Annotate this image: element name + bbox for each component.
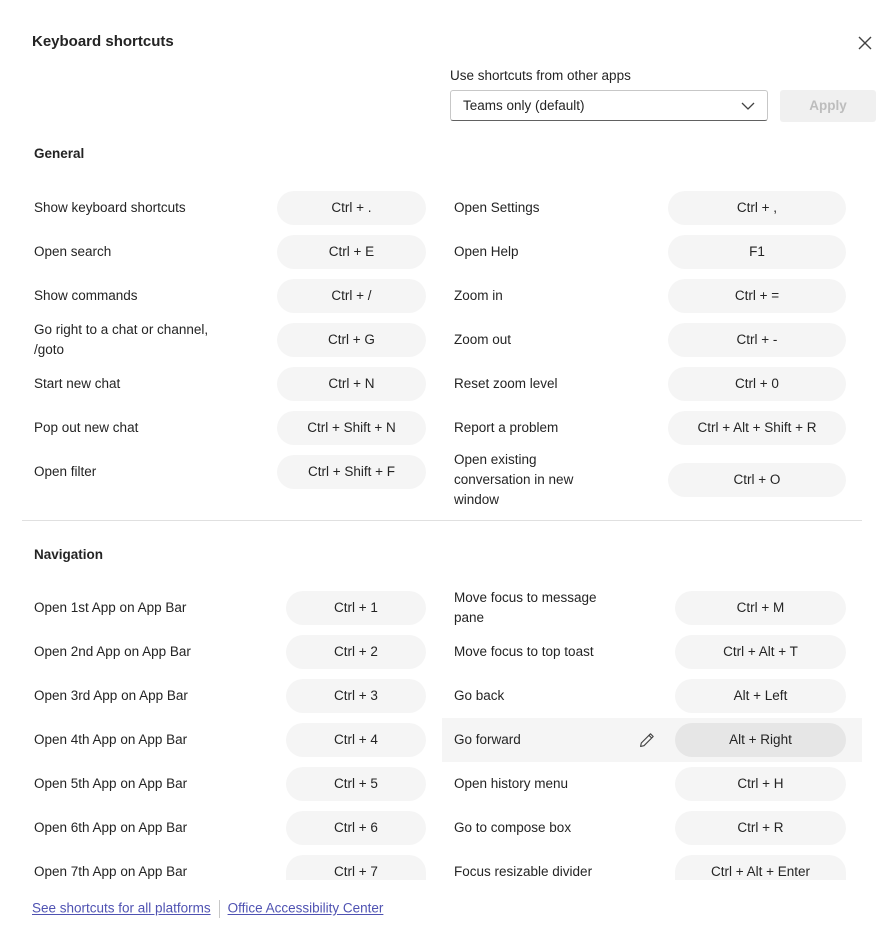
shortcut-label: Pop out new chat xyxy=(34,420,139,435)
all-platforms-link[interactable]: See shortcuts for all platforms xyxy=(32,900,211,916)
footer-separator xyxy=(219,900,220,918)
shortcut-label: Open 4th App on App Bar xyxy=(34,732,188,747)
shortcut-label: Open existing xyxy=(454,452,537,467)
shortcut-label: Open Help xyxy=(454,244,519,259)
shortcut-label: Show keyboard shortcuts xyxy=(34,200,186,215)
use-shortcuts-label: Use shortcuts from other apps xyxy=(450,68,631,83)
pencil-edit-icon[interactable] xyxy=(639,732,655,748)
shortcut-label-line3: window xyxy=(454,492,500,507)
shortcut-key[interactable]: Ctrl + . xyxy=(277,191,426,225)
shortcut-label: Go to compose box xyxy=(454,820,572,835)
chevron-down-icon xyxy=(741,100,755,112)
shortcut-label: Open 2nd App on App Bar xyxy=(34,644,191,659)
shortcut-label: Go forward xyxy=(454,732,521,747)
shortcut-key[interactable]: Ctrl + G xyxy=(277,323,426,357)
shortcut-key[interactable]: Ctrl + 0 xyxy=(668,367,846,401)
shortcut-key[interactable]: Ctrl + M xyxy=(675,591,846,625)
shortcut-label: Open 5th App on App Bar xyxy=(34,776,188,791)
shortcut-label: Focus resizable divider xyxy=(454,864,593,879)
shortcut-key[interactable]: Ctrl + Alt + Shift + R xyxy=(668,411,846,445)
shortcut-key[interactable]: Ctrl + Alt + T xyxy=(675,635,846,669)
shortcut-key[interactable]: Ctrl + E xyxy=(277,235,426,269)
shortcut-label: Go right to a chat or channel, xyxy=(34,322,209,337)
shortcut-label: Open 1st App on App Bar xyxy=(34,600,187,615)
shortcut-label: Zoom out xyxy=(454,332,512,347)
shortcut-label: Zoom in xyxy=(454,288,503,303)
shortcut-key[interactable]: Ctrl + / xyxy=(277,279,426,313)
shortcut-key[interactable]: Ctrl + 7 xyxy=(286,855,426,880)
shortcut-key[interactable]: Ctrl + 2 xyxy=(286,635,426,669)
shortcut-label: Start new chat xyxy=(34,376,121,391)
shortcut-key[interactable]: Ctrl + Shift + N xyxy=(277,411,426,445)
shortcut-key[interactable]: Alt + Left xyxy=(675,679,846,713)
footer-links xyxy=(32,900,383,918)
shortcut-label: Move focus to top toast xyxy=(454,644,594,659)
shortcut-key[interactable]: Ctrl + Shift + F xyxy=(277,455,426,489)
shortcut-key[interactable]: Ctrl + 4 xyxy=(286,723,426,757)
shortcut-label: Move focus to message xyxy=(454,590,597,605)
shortcut-label: Open filter xyxy=(34,464,97,479)
shortcut-label: Open Settings xyxy=(454,200,540,215)
shortcut-label: Open 6th App on App Bar xyxy=(34,820,188,835)
shortcut-scheme-dropdown[interactable] xyxy=(450,90,768,121)
accessibility-center-link[interactable]: Office Accessibility Center xyxy=(227,900,384,916)
shortcut-key[interactable]: Ctrl + N xyxy=(277,367,426,401)
section-title-navigation: Navigation xyxy=(34,547,104,562)
section-title-general: General xyxy=(34,146,85,161)
shortcut-key[interactable]: Ctrl + - xyxy=(668,323,846,357)
shortcut-key[interactable]: Ctrl + Alt + Enter xyxy=(675,855,846,880)
shortcut-key[interactable]: Ctrl + H xyxy=(675,767,846,801)
dropdown-value: Teams only (default) xyxy=(463,98,585,113)
shortcut-key[interactable]: Ctrl + R xyxy=(675,811,846,845)
shortcut-label: Reset zoom level xyxy=(454,376,558,391)
shortcut-label-line2: /goto xyxy=(34,342,65,357)
section-divider xyxy=(22,520,862,521)
apply-button[interactable]: Apply xyxy=(780,90,876,122)
shortcut-label: Open 7th App on App Bar xyxy=(34,864,188,879)
shortcut-key[interactable]: F1 xyxy=(668,235,846,269)
shortcut-key[interactable]: Ctrl + O xyxy=(668,463,846,497)
shortcut-key[interactable]: Ctrl + 6 xyxy=(286,811,426,845)
shortcut-key[interactable]: Alt + Right xyxy=(675,723,846,757)
shortcut-key[interactable]: Ctrl + 1 xyxy=(286,591,426,625)
shortcut-label-line2: pane xyxy=(454,610,485,625)
shortcut-key[interactable]: Ctrl + , xyxy=(668,191,846,225)
shortcut-key[interactable]: Ctrl + 5 xyxy=(286,767,426,801)
shortcut-label: Show commands xyxy=(34,288,138,303)
shortcut-label: Open search xyxy=(34,244,112,259)
shortcut-label: Go back xyxy=(454,688,505,703)
shortcut-key[interactable]: Ctrl + 3 xyxy=(286,679,426,713)
shortcut-label: Open history menu xyxy=(454,776,569,791)
shortcut-key[interactable]: Ctrl + = xyxy=(668,279,846,313)
close-icon[interactable] xyxy=(856,34,874,52)
shortcut-label-line2: conversation in new xyxy=(454,472,574,487)
shortcut-label: Report a problem xyxy=(454,420,559,435)
shortcut-label: Open 3rd App on App Bar xyxy=(34,688,188,703)
dialog-title: Keyboard shortcuts xyxy=(32,33,174,50)
